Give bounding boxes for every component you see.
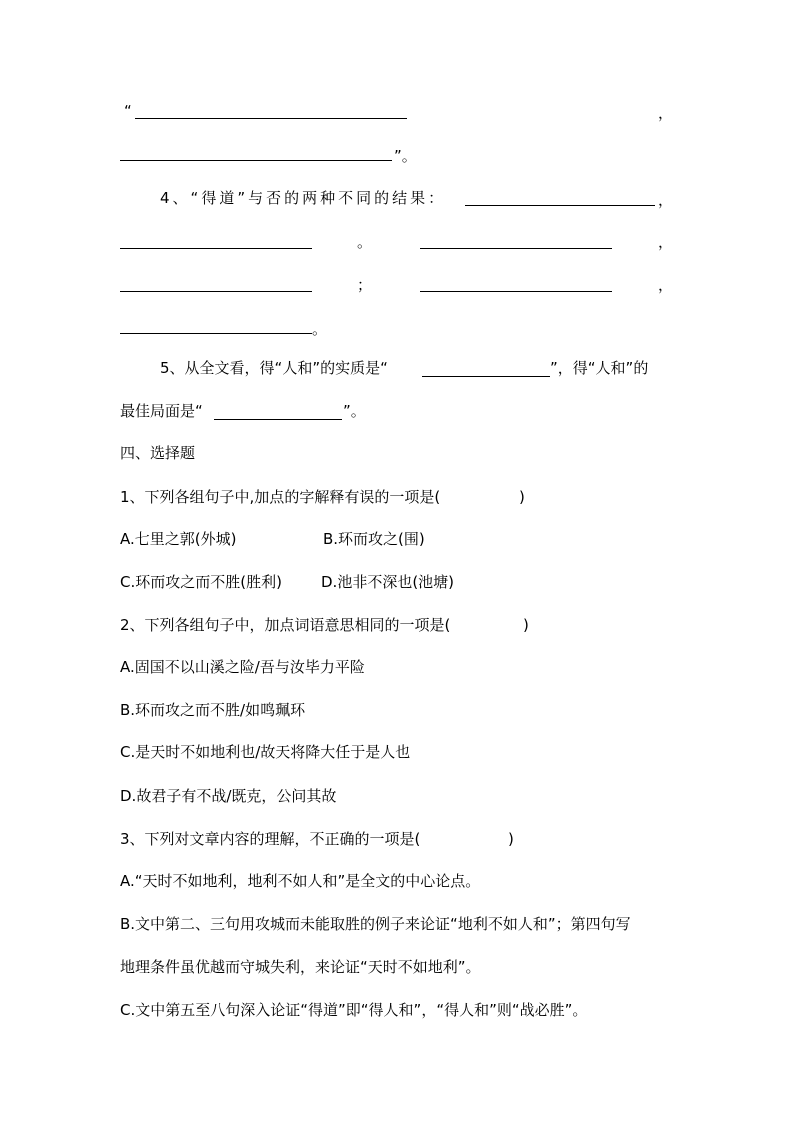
section-heading: 四、选择题 [120,444,196,462]
option-b: B.环而攻之(围) [323,530,425,548]
answer-blank[interactable] [120,160,392,161]
semicolon: ； [357,276,373,294]
option-d: D.故君子有不战/既克，公问其故 [120,787,337,805]
answer-paren-close: ) [519,488,525,506]
question-stem: 3、下列对文章内容的理解，不正确的一项是( [120,830,421,848]
answer-blank[interactable] [465,205,655,206]
comma: ， [658,276,674,294]
answer-paren-close: ) [508,830,514,848]
question-stem: 1、下列各组句子中,加点的字解释有误的一项是( [120,488,441,506]
q5-text-part4: ”。 [343,402,366,420]
comma: ， [658,104,674,122]
close-quote: ”。 [394,147,417,165]
option-c: C.是天时不如地利也/故天将降大任于是人也 [120,743,411,761]
option-b: B.文中第二、三句用攻城而未能取胜的例子来论证“地利不如人和”；第四句写 [120,915,631,933]
open-quote: “ [124,102,132,120]
comma: ， [658,191,674,209]
period: 。 [312,320,328,338]
answer-blank[interactable] [120,248,312,249]
option-d: D.池非不深也(池塘) [321,573,455,591]
question-stem: 2、下列各组句子中，加点词语意思相同的一项是( [120,616,451,634]
option-a: A.固国不以山溪之险/吾与汝毕力平险 [120,658,365,676]
option-a: A.“天时不如地利，地利不如人和”是全文的中心论点。 [120,872,481,890]
answer-blank[interactable] [420,291,612,292]
answer-blank[interactable] [120,333,312,334]
q5-text-part3: 最佳局面是“ [120,402,203,420]
answer-paren-close: ) [523,616,529,634]
option-c: C.环而攻之而不胜(胜利) [120,573,282,591]
option-c: C.文中第五至八句深入论证“得道”即“得人和”，“得人和”则“战必胜”。 [120,1001,588,1019]
answer-blank[interactable] [420,248,612,249]
option-b: B.环而攻之而不胜/如鸣珮环 [120,701,306,719]
answer-blank[interactable] [214,419,342,420]
q4-label: 4、“得道”与否的两种不同的结果： [160,189,447,207]
answer-blank[interactable] [135,118,407,119]
q5-text-part2: ”，得“人和”的 [550,359,649,377]
answer-blank[interactable] [120,291,312,292]
period: 。 [357,233,373,251]
q5-text-part1: 5、从全文看，得“人和”的实质是“ [160,359,388,377]
option-a: A.七里之郭(外城) [120,530,237,548]
comma: ， [658,233,674,251]
option-b-continued: 地理条件虽优越而守城失利，来论证“天时不如地利”。 [120,958,481,976]
answer-blank[interactable] [422,376,550,377]
